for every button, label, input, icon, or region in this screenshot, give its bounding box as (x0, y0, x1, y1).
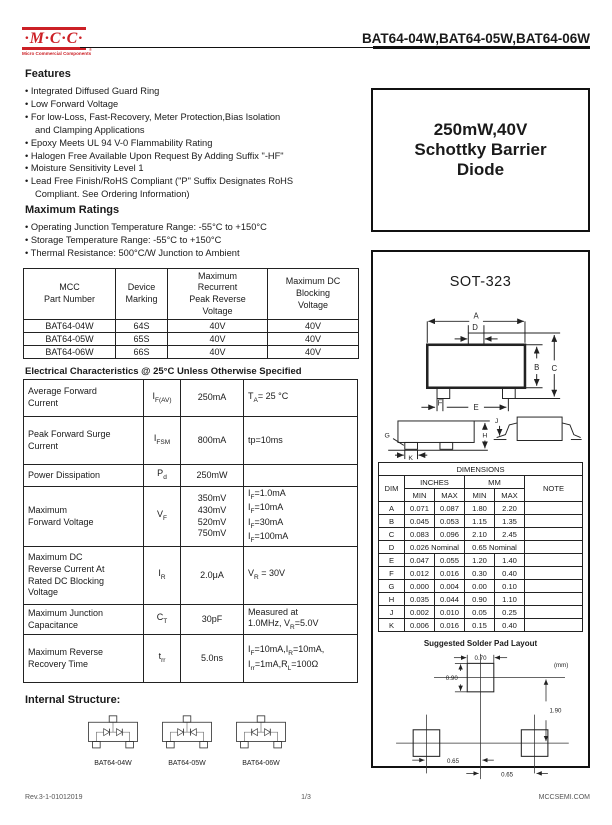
dim-label-d: D (471, 323, 478, 333)
inches-max-cell: 0.044 (435, 593, 465, 606)
solder-pad-layout-drawing (379, 650, 583, 783)
page-title-part-numbers: BAT64-04W,BAT64-05W,BAT64-06W (361, 31, 590, 46)
package-box (371, 250, 590, 779)
vrrm-cell: 40V (168, 320, 268, 333)
parameter-cell: Average Forward Current (24, 380, 144, 417)
note-cell (525, 515, 583, 528)
value-cell: 800mA (181, 417, 244, 465)
dimension-row (379, 580, 583, 593)
mm-min-cell: 0.90 (465, 593, 495, 606)
ratings-row (24, 346, 359, 359)
registered-mark: ® (89, 47, 92, 52)
electrical-row (24, 487, 358, 547)
symbol-cell: $t_{rr}$ (144, 635, 181, 683)
note-cell (525, 619, 583, 632)
pad-dim-top-width: 0.70 (474, 655, 487, 663)
common-cathode-diode-diagram (159, 713, 215, 756)
inches-min-cell: 0.035 (405, 593, 435, 606)
internal-structure-bat64-06w (233, 713, 289, 767)
condition-cell (244, 465, 358, 487)
dim-cell: F (379, 567, 405, 580)
col-dc-blocking-voltage: Maximum DC Blocking Voltage (268, 269, 359, 320)
condition-cell: $I_F=1.0mA$ $I_F=10mA$ $I_F=30mA$ $I_F=100mA$ (244, 487, 358, 547)
dim-cell: C (379, 528, 405, 541)
mm-min-cell: 0.15 (465, 619, 495, 632)
internal-structure-section (25, 694, 359, 767)
col-inches-min: MIN (405, 489, 435, 502)
mm-min-cell: 1.80 (465, 502, 495, 515)
features-list (25, 85, 359, 201)
max-ratings-item: • Thermal Resistance: 500°C/W Junction to Ambient (25, 247, 359, 260)
note-cell (525, 541, 583, 554)
dimension-row (379, 606, 583, 619)
internal-label: BAT64-05W (168, 760, 206, 767)
inches-max-cell: 0.010 (435, 606, 465, 619)
dimension-row (379, 515, 583, 528)
col-dim: DIM (379, 476, 405, 502)
marking-cell: 64S (116, 320, 168, 333)
inches-min-cell: 0.012 (405, 567, 435, 580)
product-title: 250mW,40V Schottky Barrier Diode (414, 120, 547, 180)
dim-label-f: F (437, 398, 442, 408)
internal-structure-row (85, 713, 359, 767)
package-name: SOT-323 (449, 274, 512, 290)
pad-dim-spacing-left: 0.65 (446, 757, 459, 765)
feature-item: • Integrated Diffused Guard Ring (25, 85, 359, 98)
footer-page-number: 1/3 (301, 794, 311, 801)
mm-max-cell: 0.40 (495, 619, 525, 632)
electrical-row (24, 635, 358, 683)
mm-min-cell: 0.00 (465, 580, 495, 593)
dim-label-e: E (473, 403, 479, 413)
dimensions-title: DIMENSIONS (379, 463, 583, 476)
parameter-cell: Maximum Junction Capacitance (24, 605, 144, 635)
inches-min-cell: 0.045 (405, 515, 435, 528)
inches-max-cell: 0.016 (435, 619, 465, 632)
parameter-cell: Power Dissipation (24, 465, 144, 487)
logo-bottom-bar (22, 47, 86, 50)
ratings-table-wrap (23, 268, 359, 359)
col-inches-max: MAX (435, 489, 465, 502)
internal-structure-bat64-05w (159, 713, 215, 767)
inches-nominal-cell: 0.026 Nominal (405, 541, 465, 554)
ratings-row (24, 333, 359, 346)
internal-structure-bat64-04w (85, 713, 141, 767)
dimension-row (379, 502, 583, 515)
note-cell (525, 606, 583, 619)
inches-min-cell: 0.071 (405, 502, 435, 515)
mm-max-cell: 0.10 (495, 580, 525, 593)
dimension-row (379, 554, 583, 567)
symbol-cell: $P_d$ (144, 465, 181, 487)
mm-max-cell: 2.45 (495, 528, 525, 541)
dim-cell: D (379, 541, 405, 554)
logo-brand-text: ·M·C·C· (24, 30, 84, 47)
max-ratings-list (25, 221, 359, 260)
mm-min-cell: 2.10 (465, 528, 495, 541)
note-cell (525, 580, 583, 593)
footer-revision: Rev.3-1-01012019 (25, 794, 83, 801)
condition-cell: Measured at 1.0MHz, $V_R=5.0V$ (244, 605, 358, 635)
footer-website: MCCSEMI.COM (538, 794, 590, 801)
dim-label-g: G (384, 432, 390, 440)
vdc-cell: 40V (268, 333, 359, 346)
vrrm-cell: 40V (168, 333, 268, 346)
mcc-logo (22, 27, 92, 56)
inches-max-cell: 0.055 (435, 554, 465, 567)
electrical-row (24, 417, 358, 465)
parameter-cell: Maximum DC Reverse Current At Rated DC Blocking Voltage (24, 547, 144, 605)
col-mm-max: MAX (495, 489, 525, 502)
inches-max-cell: 0.096 (435, 528, 465, 541)
dim-cell: H (379, 593, 405, 606)
inches-min-cell: 0.047 (405, 554, 435, 567)
note-cell (525, 502, 583, 515)
part-number-cell: BAT64-04W (24, 320, 116, 333)
condition-cell: $I_F=10mA,I_R=10mA$, $I_{rr}=1mA,R_L=100\Omega$ (244, 635, 358, 683)
note-cell (525, 593, 583, 606)
mm-max-cell: 2.20 (495, 502, 525, 515)
dim-cell: B (379, 515, 405, 528)
symbol-cell: $I_R$ (144, 547, 181, 605)
internal-label: BAT64-04W (94, 760, 132, 767)
parameter-cell: Maximum Forward Voltage (24, 487, 144, 547)
pad-unit-label: (mm) (553, 662, 568, 670)
sot-323-outline-drawing (378, 292, 584, 462)
pad-dim-vertical-pitch: 1.90 (548, 707, 561, 715)
note-cell (525, 554, 583, 567)
ratings-table (23, 268, 359, 359)
symbol-cell: $V_F$ (144, 487, 181, 547)
parameter-cell: Maximum Reverse Recovery Time (24, 635, 144, 683)
vrrm-cell: 40V (168, 346, 268, 359)
note-cell (525, 528, 583, 541)
feature-item: • Low Forward Voltage (25, 98, 359, 111)
value-cell: 2.0μA (181, 547, 244, 605)
mm-nominal-cell: 0.65 Nominal (465, 541, 525, 554)
electrical-row (24, 605, 358, 635)
value-cell: 250mW (181, 465, 244, 487)
mm-max-cell: 1.10 (495, 593, 525, 606)
part-number-cell: BAT64-05W (24, 333, 116, 346)
dim-label-j: J (494, 417, 498, 425)
product-title-box (371, 88, 590, 232)
mm-min-cell: 0.30 (465, 567, 495, 580)
feature-item: • Lead Free Finish/RoHS Compliant ("P" Suffix Designates RoHS Compliant. See Ordering Information) (25, 175, 359, 201)
marking-cell: 66S (116, 346, 168, 359)
vdc-cell: 40V (268, 320, 359, 333)
part-number-cell: BAT64-06W (24, 346, 116, 359)
series-pair-diode-diagram (85, 713, 141, 756)
col-mm-min: MIN (465, 489, 495, 502)
col-device-marking: Device Marking (116, 269, 168, 320)
electrical-table (23, 379, 358, 683)
dim-label-b: B (533, 363, 539, 373)
symbol-cell: $I_{FSM}$ (144, 417, 181, 465)
inches-max-cell: 0.087 (435, 502, 465, 515)
feature-item: • For low-Loss, Fast-Recovery, Meter Protection,Bias Isolation and Clamping Applications (25, 111, 359, 137)
ratings-header-row (24, 269, 359, 320)
pad-dim-top-height: 0.90 (445, 674, 458, 682)
electrical-table-wrap (23, 379, 358, 683)
inches-max-cell: 0.004 (435, 580, 465, 593)
dim-cell: G (379, 580, 405, 593)
dim-cell: J (379, 606, 405, 619)
feature-item: • Epoxy Meets UL 94 V-0 Flammability Rating (25, 137, 359, 150)
value-cell: 350mV 430mV 520mV 750mV (181, 487, 244, 547)
inches-min-cell: 0.083 (405, 528, 435, 541)
feature-item: • Halogen Free Available Upon Request By Adding Suffix "-HF" (25, 150, 359, 163)
dimension-row (379, 528, 583, 541)
dim-cell: E (379, 554, 405, 567)
value-cell: 5.0ns (181, 635, 244, 683)
col-part-number: MCC Part Number (24, 269, 116, 320)
mm-min-cell: 1.15 (465, 515, 495, 528)
solder-pad-layout-title: Suggested Solder Pad Layout (423, 639, 538, 648)
value-cell: 250mA (181, 380, 244, 417)
vdc-cell: 40V (268, 346, 359, 359)
mm-min-cell: 0.05 (465, 606, 495, 619)
inches-min-cell: 0.006 (405, 619, 435, 632)
symbol-cell: $C_T$ (144, 605, 181, 635)
electrical-characteristics-heading: Electrical Characteristics @ 25°C Unless Otherwise Specified (25, 366, 302, 377)
dimension-row (379, 619, 583, 632)
marking-cell: 65S (116, 333, 168, 346)
mm-min-cell: 1.20 (465, 554, 495, 567)
electrical-row (24, 380, 358, 417)
mm-max-cell: 0.40 (495, 567, 525, 580)
parameter-cell: Peak Forward Surge Current (24, 417, 144, 465)
common-anode-diode-diagram (233, 713, 289, 756)
note-cell (525, 567, 583, 580)
max-ratings-heading: Maximum Ratings (25, 204, 120, 216)
features-heading: Features (25, 68, 71, 80)
max-ratings-item: • Storage Temperature Range: -55°C to +150°C (25, 234, 359, 247)
col-mm: MM (465, 476, 525, 489)
mm-max-cell: 1.35 (495, 515, 525, 528)
dimensions-table (378, 462, 583, 632)
dim-label-k: K (407, 455, 413, 462)
value-cell: 30pF (181, 605, 244, 635)
dim-label-a: A (473, 311, 479, 321)
dim-cell: A (379, 502, 405, 515)
pad-dim-spacing-right: 0.65 (500, 771, 513, 779)
inches-min-cell: 0.000 (405, 580, 435, 593)
ratings-row (24, 320, 359, 333)
internal-structure-heading: Internal Structure: (25, 694, 121, 706)
inches-min-cell: 0.002 (405, 606, 435, 619)
internal-label: BAT64-06W (242, 760, 280, 767)
feature-item: • Moisture Sensitivity Level 1 (25, 162, 359, 175)
inches-max-cell: 0.016 (435, 567, 465, 580)
col-peak-reverse-voltage: Maximum Recurrent Peak Reverse Voltage (168, 269, 268, 320)
dim-cell: K (379, 619, 405, 632)
max-ratings-item: • Operating Junction Temperature Range: -55°C to +150°C (25, 221, 359, 234)
dimension-row-d (379, 541, 583, 554)
electrical-row (24, 547, 358, 605)
mm-max-cell: 0.25 (495, 606, 525, 619)
dim-label-h: H (481, 432, 487, 440)
electrical-row (24, 465, 358, 487)
dimension-row (379, 567, 583, 580)
symbol-cell: $I_{F(AV)}$ (144, 380, 181, 417)
condition-cell: $V_R = 30V$ (244, 547, 358, 605)
dim-label-c: C (550, 364, 557, 374)
header-rule-thick (373, 46, 590, 49)
condition-cell: $T_A= 25$ °C (244, 380, 358, 417)
logo-tagline: Micro Commercial Components (22, 51, 92, 56)
col-inches: INCHES (405, 476, 465, 489)
condition-cell: tp=10ms (244, 417, 358, 465)
dimension-row (379, 593, 583, 606)
features-section (25, 68, 359, 201)
inches-max-cell: 0.053 (435, 515, 465, 528)
max-ratings-section (25, 204, 359, 260)
col-note: NOTE (525, 476, 583, 502)
mm-max-cell: 1.40 (495, 554, 525, 567)
